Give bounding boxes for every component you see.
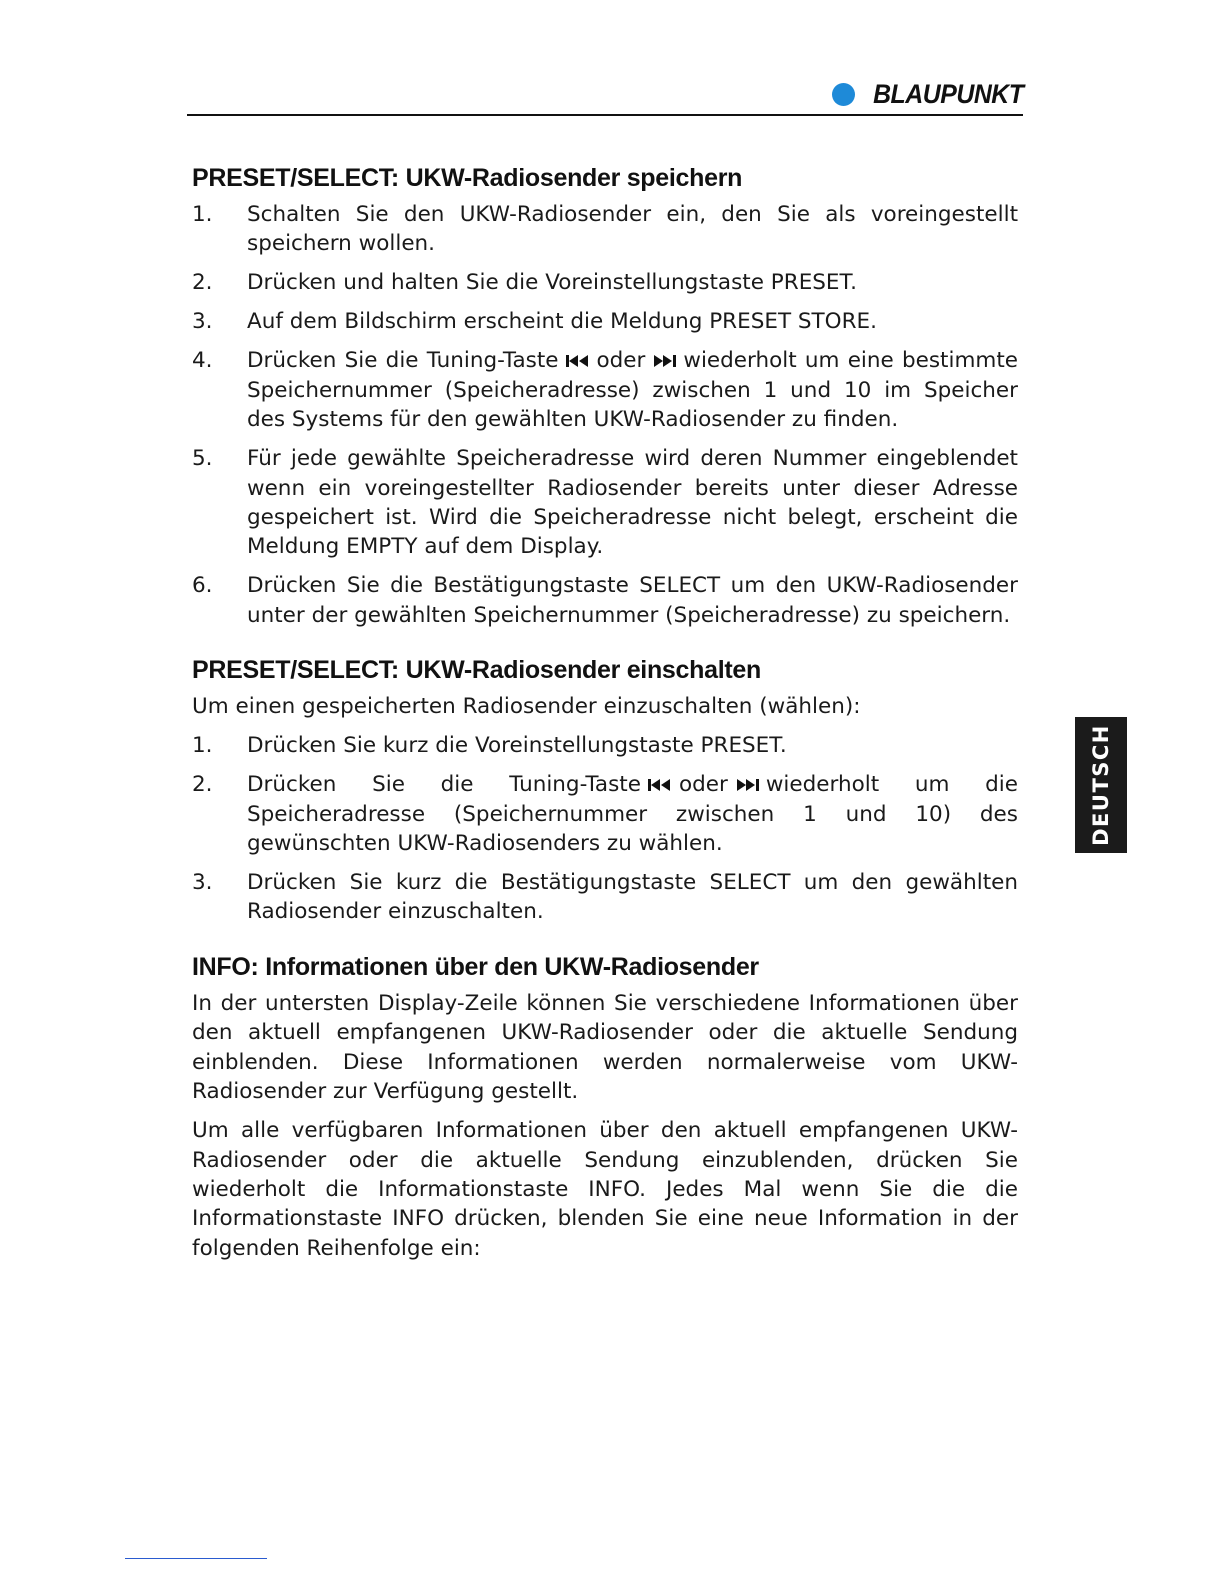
step-number: 1.	[192, 202, 213, 227]
step-text: Drücken Sie die Bestätigungstaste SELECT um den UKW-Radiosender unter der gewählten Speichernummer (Speicheradresse) zu speichern.	[247, 573, 1018, 628]
step-text	[247, 770, 1018, 858]
step-text: Drücken Sie kurz die Bestätigungstaste SELECT um den gewählten Radiosender einzuschalten.	[247, 870, 1018, 925]
step-number: 2.	[192, 772, 213, 798]
footnote-divider	[125, 1558, 267, 1559]
step-text: Auf dem Bildschirm erscheint die Meldung PRESET STORE.	[247, 309, 877, 335]
section-title-recall: PRESET/SELECT: UKW-Radiosender einschalten	[192, 656, 761, 685]
step-text: Schalten Sie den UKW-Radiosender ein, den Sie als voreingestellt speichern wollen.	[247, 202, 1018, 257]
list-item	[192, 770, 1018, 858]
list-item	[192, 444, 1018, 562]
skip-previous-icon	[647, 778, 673, 792]
step-text-part: Drücken Sie die Tuning-Taste	[247, 348, 559, 374]
page-content	[192, 162, 1018, 1273]
step-text-part: oder	[596, 348, 646, 374]
step-text-part: wiederholt um eine bestimmte Speichernummer (Speicheradresse) zwischen 1 und 10 im Speicher des Systems für den gewählten UKW-Radiosender zu finden.	[247, 348, 1018, 433]
brand-dot-icon	[832, 83, 855, 106]
recall-steps	[192, 731, 1018, 927]
store-steps	[192, 200, 1018, 630]
paragraph: Um alle verfügbaren Informationen über den aktuell empfangenen UKW-Radiosender oder die aktuelle Sendung einzublenden, drücken Sie wiederholt die Informationstaste INFO. Jedes Mal wenn Sie die die Informationstaste INFO drücken, blenden Sie eine neue Information in der folgenden Reihenfolge ein:	[192, 1118, 1018, 1261]
step-text-part: oder	[678, 772, 728, 798]
step-text: Für jede gewählte Speicheradresse wird deren Nummer eingeblendet wenn ein voreingestellter Radiosender bereits unter dieser Adresse gespeichert ist. Wird die Speicheradresse nicht belegt, erscheint die Meldung EMPTY auf dem Display.	[247, 446, 1018, 560]
section-title-info: INFO: Informationen über den UKW-Radiosender	[192, 952, 759, 981]
list-item	[192, 307, 1018, 336]
header-divider	[187, 114, 1023, 116]
step-number: 4.	[192, 348, 213, 374]
section-intro: Um einen gespeicherten Radiosender einzuschalten (wählen):	[192, 694, 861, 720]
step-number: 3.	[192, 309, 213, 335]
list-item	[192, 731, 1018, 760]
step-number: 2.	[192, 270, 213, 296]
step-text-part: wiederholt um die Speicheradresse (Speichernummer zwischen 1 und 10) des gewünschten UKW-Radiosenders zu wählen.	[247, 772, 1018, 857]
step-number: 1.	[192, 733, 213, 759]
step-text: Drücken und halten Sie die Voreinstellungstaste PRESET.	[247, 270, 857, 296]
skip-next-icon	[651, 354, 677, 368]
paragraph: In der untersten Display-Zeile können Sie verschiedene Informationen über den aktuell empfangenen UKW-Radiosender oder die aktuelle Sendung einblenden. Diese Informationen werden normalerweise vom UKW-Radiosender zur Verfügung gestellt.	[192, 990, 1018, 1105]
language-tab-label: DEUTSCH	[1089, 724, 1114, 846]
list-item	[192, 571, 1018, 630]
list-item	[192, 200, 1018, 259]
step-number: 3.	[192, 870, 213, 896]
brand-name: BLAUPUNKT	[872, 79, 1023, 109]
step-number: 5.	[192, 446, 213, 472]
step-text: Drücken Sie kurz die Voreinstellungstaste PRESET.	[247, 733, 787, 759]
list-item	[192, 346, 1018, 434]
step-text-part: Drücken Sie die Tuning-Taste	[247, 772, 641, 798]
brand-logo	[812, 80, 1023, 108]
step-text	[247, 346, 1018, 434]
list-item	[192, 868, 1018, 927]
section-title-store: PRESET/SELECT: UKW-Radiosender speichern	[192, 164, 743, 192]
step-number: 6.	[192, 573, 213, 599]
skip-next-icon	[734, 778, 760, 792]
list-item	[192, 268, 1018, 297]
skip-previous-icon	[565, 354, 591, 368]
language-tab	[1075, 717, 1127, 853]
